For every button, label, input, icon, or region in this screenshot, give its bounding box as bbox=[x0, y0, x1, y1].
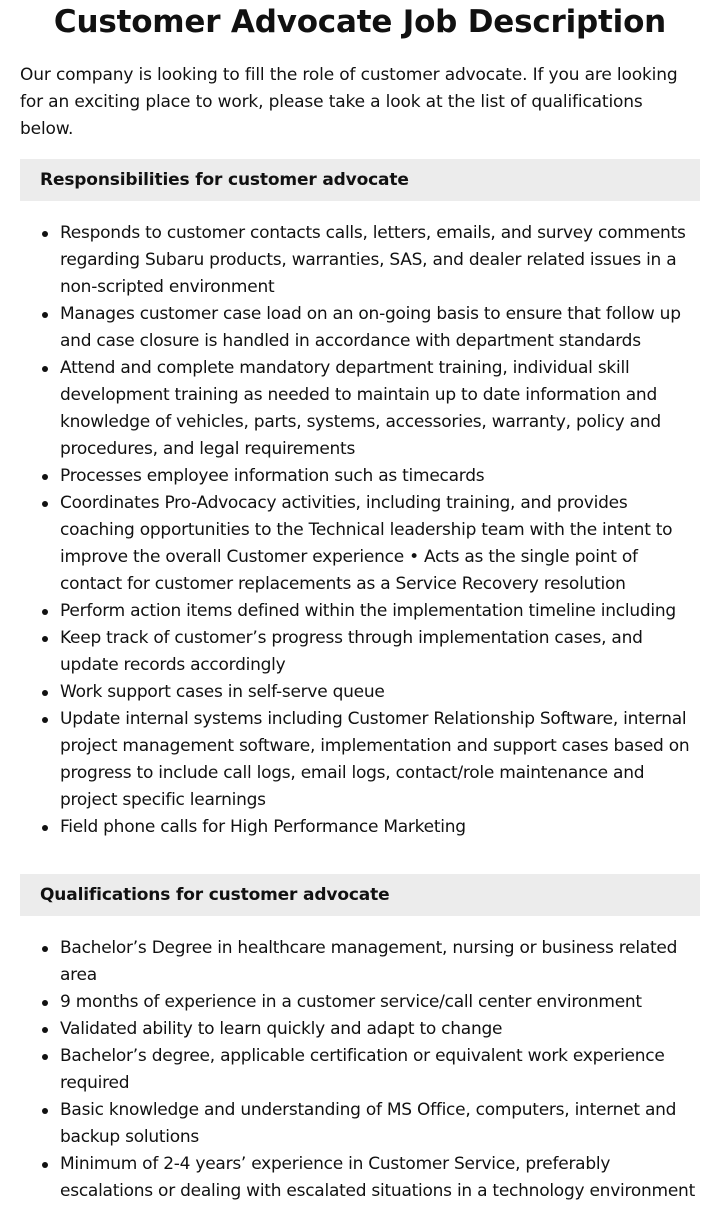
list-item: Update internal systems including Customer Relationship Software, internal project management software, implementation and support cases based on progress to include call logs, email logs, contact/role maintenance and project specific learnings bbox=[60, 706, 700, 814]
qualifications-list bbox=[20, 935, 700, 1205]
qualifications-heading: Qualifications for customer advocate bbox=[40, 885, 390, 905]
list-item: Basic knowledge and understanding of MS Office, computers, internet and backup solutions bbox=[60, 1097, 700, 1151]
qualifications-header bbox=[20, 874, 700, 916]
list-item: Perform action items defined within the implementation timeline including bbox=[60, 598, 700, 625]
page-title: Customer Advocate Job Description bbox=[53, 4, 667, 40]
list-item: Processes employee information such as timecards bbox=[60, 463, 700, 490]
list-item: Coordinates Pro-Advocacy activities, including training, and provides coaching opportunities to the Technical leadership team with the intent to improve the overall Customer experience • Acts as the single point of contact for customer replacements as a Service Recovery resolution bbox=[60, 490, 700, 598]
list-item: Validated ability to learn quickly and adapt to change bbox=[60, 1016, 700, 1043]
list-item: Keep track of customer’s progress through implementation cases, and update records accordingly bbox=[60, 625, 700, 679]
responsibilities-list bbox=[20, 220, 700, 841]
responsibilities-header bbox=[20, 159, 700, 201]
responsibilities-heading: Responsibilities for customer advocate bbox=[40, 170, 409, 190]
list-item: Bachelor’s Degree in healthcare management, nursing or business related area bbox=[60, 935, 700, 989]
list-item: Responds to customer contacts calls, letters, emails, and survey comments regarding Subaru products, warranties, SAS, and dealer related issues in a non-scripted environment bbox=[60, 220, 700, 301]
list-item: Manages customer case load on an on-going basis to ensure that follow up and case closure is handled in accordance with department standards bbox=[60, 301, 700, 355]
list-item: Bachelor’s degree, applicable certification or equivalent work experience required bbox=[60, 1043, 700, 1097]
intro-paragraph: Our company is looking to fill the role of customer advocate. If you are looking for an exciting place to work, please take a look at the list of qualifications below. bbox=[20, 65, 678, 139]
list-item: Attend and complete mandatory department training, individual skill development training as needed to maintain up to date information and knowledge of vehicles, parts, systems, accessories, warranty, policy and procedures, and legal requirements bbox=[60, 355, 700, 463]
list-item: Minimum of 2-4 years’ experience in Customer Service, preferably escalations or dealing with escalated situations in a technology environment bbox=[60, 1151, 700, 1205]
list-item: 9 months of experience in a customer service/call center environment bbox=[60, 989, 700, 1016]
list-item: Field phone calls for High Performance Marketing bbox=[60, 814, 700, 841]
list-item: Work support cases in self-serve queue bbox=[60, 679, 700, 706]
